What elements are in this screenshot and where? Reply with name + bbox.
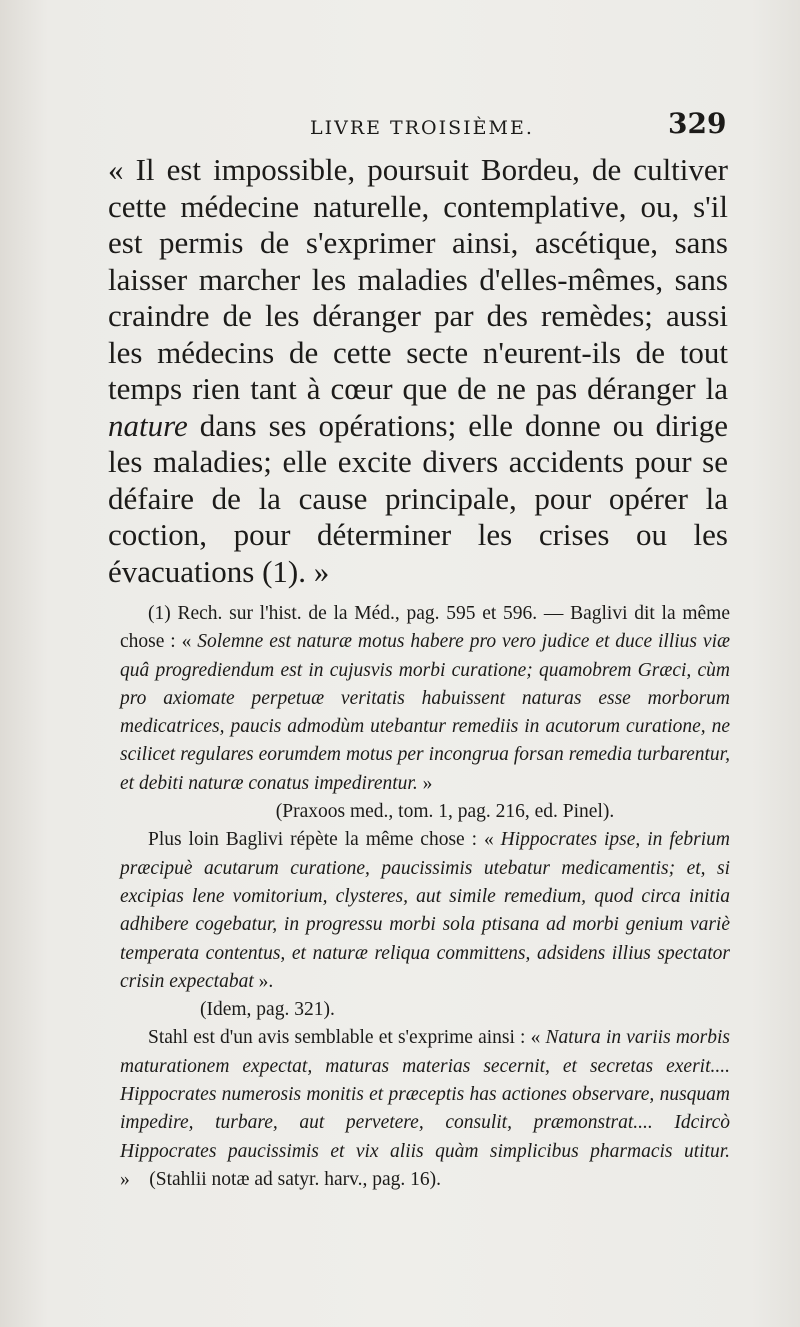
footnote-2-close: ».: [253, 970, 274, 992]
footnote-3-quote: Natura in variis morbis maturationem expectat, maturas materias secernit, et secretas exerit.... Hippocrates numerosis monitis et præceptis has actiones observare, nusquam impedire, turbare, aut pervetere, consulit, præmonstrat.... Idcircò Hippocrates paucissimis et vix aliis quàm simplicibus pharmacis utitur.: [120, 1027, 731, 1162]
page-number: 329: [668, 107, 727, 140]
footnote-1: [120, 600, 730, 798]
main-text-end: dans ses opérations; elle donne ou dirige les maladies; elle excite divers accidents pour se défaire de la cause principale, pour opérer la coction, pour déterminer les crises ou les évacuations (1). »: [108, 407, 728, 589]
main-paragraph: [108, 152, 728, 590]
footnote-3-intro: Stahl est d'un avis semblable et s'exprime ainsi : «: [148, 1027, 546, 1049]
running-head: LIVRE TROISIÈME.: [310, 117, 534, 139]
footnote-1-close: »: [417, 772, 433, 794]
footnotes: [120, 600, 730, 1194]
footnote-3: [120, 1024, 730, 1194]
main-text-italic: nature: [108, 407, 188, 443]
footnote-3-close: »: [120, 1168, 130, 1190]
footnote-2-quote: Hippocrates ipse, in febrium præcipuè acutarum curatione, paucissimis utebatur medicamentis; et, si excipias lene vomitorium, clysteres, aut simile remedium, quod circa initia adhibere cogebatur, in progressu morbi sola ptisana ad morbi genium variè temperata contentus, et naturæ reliqua committens, adsidens illius spectator crisin expectabat: [120, 829, 730, 992]
footnote-1-intro: (1) Rech. sur l'hist. de la Méd., pag. 595 et 596. — Baglivi dit la même chose : «: [120, 603, 730, 653]
page-header: [0, 105, 800, 145]
footnote-1-quote: Solemne est naturæ motus habere pro vero judice et duce illius viæ quâ progrediendum est in cujusvis morbi curatione; quamobrem Græci, cùm pro axiomate perpetuæ veritatis habuissent naturas esse morborum medicatrices, paucis admodùm utebantur remediis in acutorum curatione, ne scilicet regulares eorumdem motus per incongrua forsan remedia turbarentur, et debiti naturæ conatus impedirentur.: [120, 631, 730, 794]
main-text-start: « Il est impossible, poursuit Bordeu, de cultiver cette médecine naturelle, contemplative, ou, s'il est permis de s'exprimer ainsi, ascétique, sans laisser marcher les maladies d'elles-mêmes, sans craindre de les déranger par des remèdes; aussi les médecins de cette secte n'eurent-ils de tout temps rien tant à cœur que de ne pas déranger la: [108, 152, 728, 406]
footnote-3-source: (Stahlii notæ ad satyr. harv., pag. 16).: [149, 1168, 441, 1190]
footnote-1-source: (Praxoos med., tom. 1, pag. 216, ed. Pinel).: [275, 801, 615, 823]
footnote-2-intro: Plus loin Baglivi répète la même chose : «: [148, 829, 501, 851]
footnote-2-source: (Idem, pag. 321).: [200, 999, 335, 1021]
footnote-2: [120, 826, 730, 996]
